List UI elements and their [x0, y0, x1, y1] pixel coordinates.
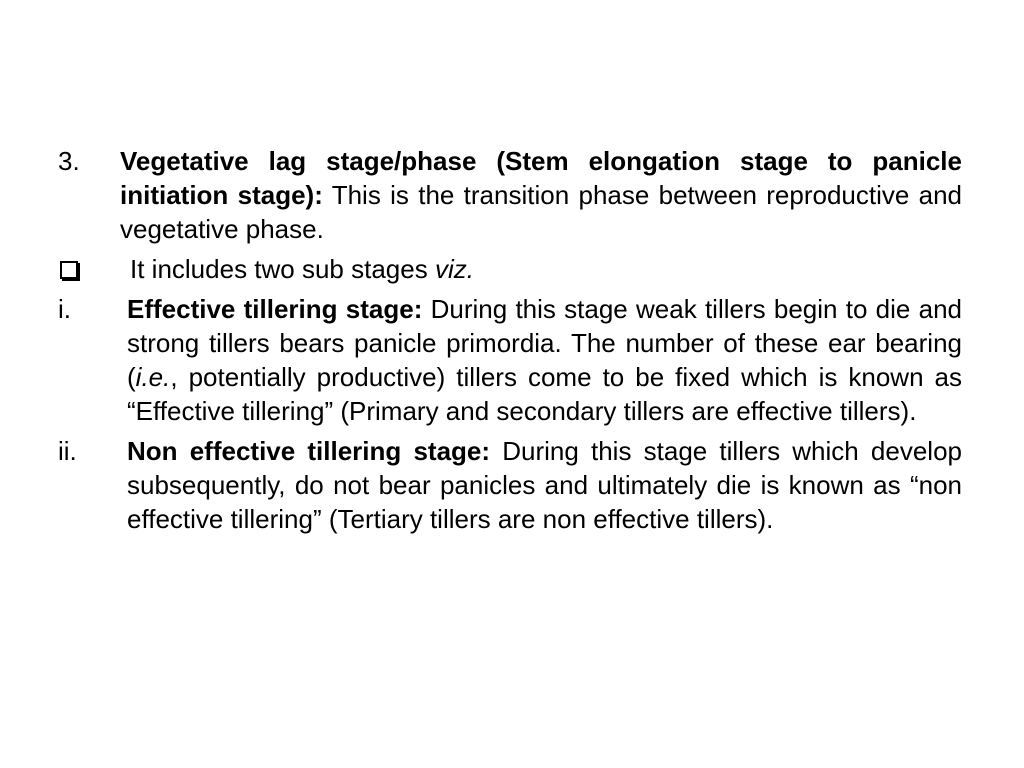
- list-item-text: [127, 292, 962, 428]
- sub-stages-emphasis: viz.: [434, 254, 474, 284]
- checkbox-icon: [60, 261, 78, 279]
- stage-description-part-1: During this stage weak tillers begin to die and strong tillers bears panicle primordia. The number of these ear bearing (: [127, 294, 962, 392]
- list-item-text: [120, 144, 962, 246]
- list-marker: ii.: [58, 436, 77, 466]
- slide-content: [58, 144, 962, 544]
- list-item-stage-3: [58, 144, 962, 246]
- stage-heading: Vegetative lag stage/phase (Stem elongation stage to panicle initiation stage):: [120, 146, 962, 210]
- list-item-stage-ii: [58, 434, 962, 536]
- bullet-marker: [58, 252, 130, 286]
- sub-stages-text: It includes two sub stages: [130, 254, 435, 284]
- stage-description: During this stage tillers which develop subsequently, do not bear panicles and ultimately die is known as “non effective tillering” (Tertiary tillers are non effective tillers).: [127, 436, 962, 534]
- stage-description-part-2: , potentially productive) tillers come to be fixed which is known as “Effective tillering” (Primary and secondary tillers are effective tillers).: [127, 362, 962, 426]
- list-item-sub-stages: [58, 252, 962, 286]
- list-item-text: [127, 434, 962, 536]
- stage-description: This is the transition phase between reproductive and vegetative phase.: [120, 180, 963, 244]
- list-marker: i.: [58, 294, 71, 324]
- list-item-stage-i: [58, 292, 962, 428]
- list-marker: 3.: [58, 146, 80, 176]
- stage-heading: Effective tillering stage:: [127, 294, 423, 324]
- stage-emphasis: i.e.: [135, 362, 171, 392]
- list-item-text: [130, 252, 962, 286]
- stage-heading: Non effective tillering stage:: [127, 436, 491, 466]
